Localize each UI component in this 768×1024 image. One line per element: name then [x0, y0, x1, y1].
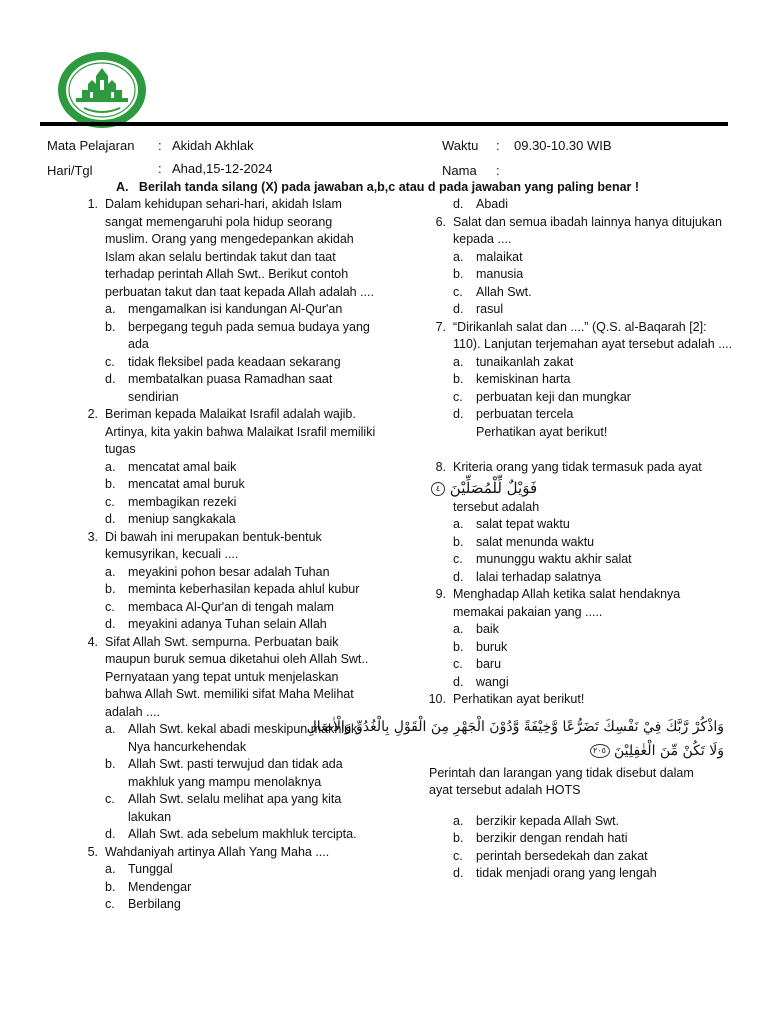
option-9a[interactable]: a. baik: [453, 622, 499, 636]
option-5b[interactable]: b. Mendengar: [105, 879, 192, 894]
question-1: [76, 196, 376, 406]
option-7c[interactable]: c. perbuatan keji dan mungkar: [453, 389, 631, 404]
option-5d[interactable]: d. Abadi: [453, 197, 508, 211]
instruction-text: Perhatikan ayat berikut!: [476, 424, 608, 439]
option-9b[interactable]: b. buruk: [453, 639, 508, 654]
question-3: [76, 529, 376, 634]
option-6b[interactable]: b. manusia: [453, 267, 524, 281]
option-3d[interactable]: d. meyakini adanya Tuhan selain Allah: [105, 617, 327, 631]
option-3a[interactable]: a. meyakini pohon besar adalah Tuhan: [105, 564, 330, 579]
question-text: Salat dan semua ibadah lainnya hanya ditujukan kepada ....: [453, 214, 722, 246]
question-text-continued: Perintah dan larangan yang tidak disebut dalam ayat tersebut adalah HOTS: [429, 765, 694, 797]
header-rule: [40, 122, 728, 126]
option-10b[interactable]: b. berzikir dengan rendah hati: [453, 831, 628, 845]
question-number: 4.: [87, 634, 98, 649]
option-2c[interactable]: c. membagikan rezeki: [105, 494, 237, 509]
question-text: Wahdaniyah artinya Allah Yang Maha ....: [105, 844, 330, 859]
option-3c[interactable]: c. membaca Al-Qur'an di tengah malam: [105, 599, 334, 614]
question-text: Sifat Allah Swt. sempurna. Perbuatan baik maupun buruk semua diketahui oleh Allah Swt.. Pernyataan yang tepat untuk menjelaskan bahwa Allah Swt. memiliki sifat Maha Melihat adalah ....: [105, 634, 369, 719]
option-1a[interactable]: a. mengamalkan isi kandungan Al-Qur'an: [105, 302, 343, 316]
question-number: 5.: [87, 844, 98, 859]
date-colon: :: [158, 161, 162, 176]
name-label: Nama: [442, 163, 477, 178]
question-9: [424, 586, 734, 691]
subject-label: Mata Pelajaran: [47, 138, 135, 153]
option-6c[interactable]: c. Allah Swt.: [453, 284, 532, 299]
name-colon: :: [496, 163, 500, 178]
question-text: Di bawah ini merupakan bentuk-bentuk kemusyrikan, kecuali ....: [105, 529, 322, 561]
question-number: 7.: [435, 319, 446, 334]
verse-number-icon: ٤: [431, 482, 445, 496]
subject-colon: :: [158, 138, 162, 153]
option-9c[interactable]: c. baru: [453, 657, 502, 671]
question-number: 9.: [435, 587, 446, 601]
time-colon: :: [496, 138, 500, 153]
question-7: [424, 319, 734, 442]
date-label: Hari/Tgl: [47, 163, 93, 178]
question-text: Menghadap Allah ketika salat hendaknya memakai pakaian yang .....: [453, 587, 681, 619]
option-2a[interactable]: a. mencatat amal baik: [105, 459, 237, 474]
option-8d[interactable]: d. lalai terhadap salatnya: [453, 569, 602, 584]
question-4: [76, 634, 376, 844]
question-8: [424, 459, 734, 586]
option-1c[interactable]: c. tidak fleksibel pada keadaan sekarang: [105, 354, 341, 369]
option-5a[interactable]: a. Tunggal: [105, 862, 173, 876]
question-6: [424, 214, 734, 319]
question-text: Beriman kepada Malaikat Israfil adalah wajib. Artinya, kita yakin bahwa Malaikat Israfil memiliki tugas: [105, 407, 376, 456]
option-6a[interactable]: a. malaikat: [453, 249, 523, 264]
question-10: [424, 691, 734, 709]
option-6d[interactable]: d. rasul: [453, 302, 504, 316]
arabic-text: وَلَا تَكُنْ مِّنَ الْغٰفِلِيْنَ: [613, 742, 724, 759]
option-4b[interactable]: b. Allah Swt. pasti terwujud dan tidak ada makhluk yang mampu menolaknya: [105, 757, 343, 789]
question-2: [76, 406, 376, 529]
option-5c[interactable]: c. Berbilang: [105, 897, 181, 911]
question-number: 1.: [87, 197, 98, 211]
time-label: Waktu: [442, 138, 479, 153]
date-value: Ahad,15-12-2024: [172, 161, 273, 176]
question-text-continued: tersebut adalah: [453, 499, 540, 514]
right-column: [306, 196, 734, 883]
arabic-verse-line-2: [424, 739, 724, 763]
option-7d[interactable]: d. perbuatan tercela: [453, 407, 574, 421]
option-4c[interactable]: c. Allah Swt. selalu melihat apa yang kita lakukan: [105, 792, 342, 824]
question-text: “Dirikanlah salat dan ....” (Q.S. al-Baqarah [2]: 110). Lanjutan terjemahan ayat tersebut adalah ....: [453, 319, 733, 351]
option-2d[interactable]: d. meniup sangkakala: [105, 512, 236, 526]
question-number: 10.: [428, 692, 446, 706]
question-number: 3.: [87, 529, 98, 544]
question-number: 8.: [435, 460, 446, 474]
subject-value: Akidah Akhlak: [172, 138, 254, 153]
option-4d[interactable]: d. Allah Swt. ada sebelum makhluk tercipta.: [105, 827, 357, 841]
option-7a[interactable]: a. tunaikanlah zakat: [453, 354, 574, 369]
verse-number-icon: ٢٠٥: [590, 744, 610, 758]
school-logo: [56, 50, 148, 130]
option-8c[interactable]: c. mununggu waktu akhir salat: [453, 552, 632, 566]
section-title: A. Berilah tanda silang (X) pada jawaban a,b,c atau d pada jawaban yang paling benar !: [116, 180, 640, 194]
option-3b[interactable]: b. meminta keberhasilan kepada ahlul kubur: [105, 582, 360, 596]
option-10c[interactable]: c. perintah bersedekah dan zakat: [453, 848, 648, 863]
question-5: [76, 844, 376, 914]
question-number: 2.: [87, 407, 98, 421]
arabic-text: فَوَيْلٌ لِّلْمُصَلِّيْنَ: [449, 478, 538, 497]
option-8b[interactable]: b. salat menunda waktu: [453, 534, 595, 549]
option-2b[interactable]: b. mencatat amal buruk: [105, 477, 245, 491]
question-number: 6.: [435, 214, 446, 229]
option-9d[interactable]: d. wangi: [453, 674, 509, 689]
option-8a[interactable]: a. salat tepat waktu: [453, 517, 570, 531]
left-column: [76, 196, 376, 914]
option-4a[interactable]: a. Allah Swt. kekal abadi meskipun makhluk-Nya hancurkehendak: [105, 722, 362, 754]
option-10d[interactable]: d. tidak menjadi orang yang lengah: [453, 866, 657, 880]
arabic-verse: [431, 477, 734, 499]
option-7b[interactable]: b. kemiskinan harta: [453, 372, 571, 386]
question-text: Dalam kehidupan sehari-hari, akidah Islam sangat memengaruhi pola hidup seorang muslim. Orang yang mengedepankan akidah Islam akan selalu bertindak takut dan taat terhadap perintah Allah Swt.. Berikut contoh perbuatan takut dan taat kepada Allah adalah ....: [105, 197, 374, 299]
question-text: Perhatikan ayat berikut!: [453, 692, 585, 706]
time-value: 09.30-10.30 WIB: [514, 138, 612, 153]
arabic-verse-line-1: وَاذْكُرْ رَّبَّكَ فِيْ نَفْسِكَ تَضَرُّعًا وَّخِيْفَةً وَّدُوْنَ الْجَهْرِ مِنَ الْقَوْلِ بِالْغُدُوِّ وَالْاٰصَالِ: [306, 718, 724, 735]
option-1d[interactable]: d. membatalkan puasa Ramadhan saat sendirian: [105, 372, 333, 404]
question-text: Kriteria orang yang tidak termasuk pada ayat: [453, 460, 702, 474]
option-1b[interactable]: b. berpegang teguh pada semua budaya yang ada: [105, 319, 370, 351]
option-10a[interactable]: a. berzikir kepada Allah Swt.: [453, 813, 620, 828]
